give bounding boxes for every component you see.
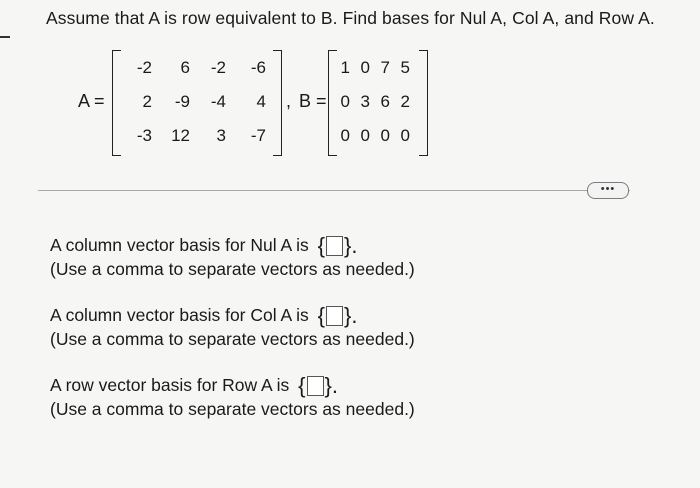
matrix-a-cell: 6 <box>180 58 190 77</box>
matrix-b-cell: 6 <box>380 92 390 111</box>
left-edge-marker <box>0 36 10 38</box>
matrix-b-cell: 0 <box>400 126 410 145</box>
matrix-a-cell: -2 <box>210 58 226 77</box>
matrix-a-cell: 4 <box>256 92 266 111</box>
nul-basis-prompt: A column vector basis for Nul A is <box>50 235 309 255</box>
row-basis-hint: (Use a comma to separate vectors as needed.) <box>50 399 415 420</box>
matrix-equation <box>78 50 438 156</box>
close-brace: }. <box>343 303 358 329</box>
matrix-b-cell: 0 <box>380 126 390 145</box>
nul-basis-hint: (Use a comma to separate vectors as needed.) <box>50 259 415 280</box>
matrix-a <box>112 50 282 156</box>
left-bracket <box>328 50 337 156</box>
row-basis-answer <box>298 375 338 397</box>
left-bracket <box>112 50 121 156</box>
nul-basis-question <box>50 233 415 281</box>
nul-basis-answer <box>318 235 358 257</box>
col-basis-prompt: A column vector basis for Col A is <box>50 305 309 325</box>
matrix-b-cell: 3 <box>360 92 370 111</box>
matrix-b-cell: 1 <box>340 58 350 77</box>
matrix-a-cell: -7 <box>250 126 266 145</box>
matrix-a-cell: 3 <box>216 126 226 145</box>
matrix-b-cell: 0 <box>340 92 350 111</box>
matrix-b-label: B = <box>299 91 327 111</box>
matrix-b-cell: 2 <box>400 92 410 111</box>
close-brace: }. <box>324 373 338 399</box>
col-basis-question <box>50 303 415 351</box>
matrix-a-cell: -3 <box>136 126 152 145</box>
matrix-b-cell: 0 <box>360 126 370 145</box>
nul-basis-input[interactable] <box>326 236 343 256</box>
matrix-a-cell: 2 <box>142 92 152 111</box>
matrix-a-cell: -2 <box>136 58 152 77</box>
row-basis-prompt: A row vector basis for Row A is <box>50 375 290 395</box>
right-bracket <box>419 50 428 156</box>
col-basis-hint: (Use a comma to separate vectors as needed.) <box>50 329 415 350</box>
question-text: Assume that A is row equivalent to B. Find bases for Nul A, Col A, and Row A. <box>46 8 655 28</box>
matrix-b-cell: 5 <box>400 58 410 77</box>
row-basis-question <box>50 373 415 421</box>
matrix-a-label: A = <box>78 91 105 111</box>
right-bracket <box>273 50 282 156</box>
matrix-b-cell: 0 <box>340 126 350 145</box>
matrix-a-cell: 12 <box>171 126 190 145</box>
more-options-button[interactable]: ••• <box>587 182 629 199</box>
matrix-separator: , <box>286 91 292 111</box>
row-basis-input[interactable] <box>307 376 324 396</box>
open-brace: { <box>298 373 306 399</box>
matrix-b-cell: 7 <box>380 58 390 77</box>
col-basis-answer <box>318 305 358 327</box>
open-brace: { <box>317 303 325 329</box>
matrix-a-cell: -6 <box>250 58 266 77</box>
section-divider <box>38 190 630 191</box>
matrix-b <box>328 50 428 156</box>
close-brace: }. <box>343 233 358 259</box>
matrix-b-cell: 0 <box>360 58 370 77</box>
matrix-a-cell: -9 <box>174 92 190 111</box>
col-basis-input[interactable] <box>326 306 343 326</box>
matrix-a-cell: -4 <box>210 92 226 111</box>
open-brace: { <box>317 233 325 259</box>
